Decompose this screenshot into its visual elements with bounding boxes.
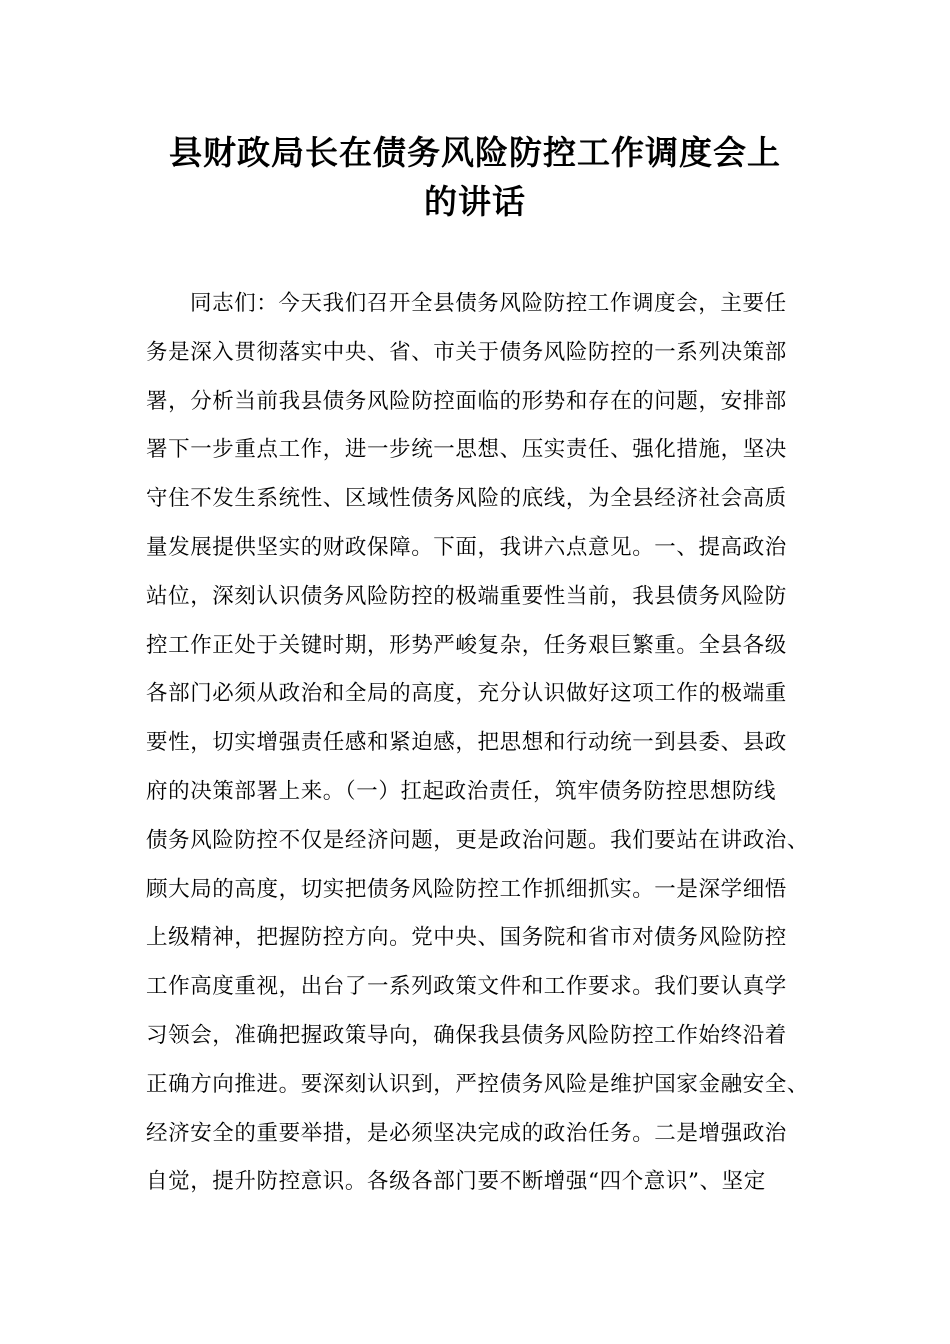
body-line: 署下一步重点工作，进一步统一思想、压实责任、强化措施，坚决 [146, 437, 787, 463]
body-line: 债务风险防控不仅是经济问题，更是政治问题。我们要站在讲政治、 [146, 827, 810, 853]
speech-body [146, 280, 826, 1207]
document-title [120, 128, 830, 226]
body-line: 量发展提供坚实的财政保障。下面，我讲六点意见。一、提高政治 [146, 534, 787, 560]
body-line: 经济安全的重要举措，是必须坚决完成的政治任务。二是增强政治 [146, 1120, 787, 1146]
body-line: 署，分析当前我县债务风险防控面临的形势和存在的问题，安排部 [146, 388, 787, 414]
body-line: 府的决策部署上来。（一）扛起政治责任，筑牢债务防控思想防线 [146, 778, 777, 804]
body-line: 习领会，准确把握政策导向，确保我县债务风险防控工作始终沿着 [146, 1022, 787, 1048]
body-line: 各部门必须从政治和全局的高度，充分认识做好这项工作的极端重 [146, 681, 787, 707]
body-line: 站位，深刻认识债务风险防控的极端重要性当前，我县债务风险防 [146, 583, 787, 609]
title-line-2: 的讲话 [424, 182, 526, 221]
body-line: 工作高度重视，出台了一系列政策文件和工作要求。我们要认真学 [146, 974, 787, 1000]
body-line: 顾大局的高度，切实把债务风险防控工作抓细抓实。一是深学细悟 [146, 876, 787, 902]
body-line: 守住不发生系统性、区域性债务风险的底线，为全县经济社会高质 [146, 486, 787, 512]
body-line: 要性，切实增强责任感和紧迫感，把思想和行动统一到县委、县政 [146, 730, 787, 756]
body-line: 同志们：今天我们召开全县债务风险防控工作调度会，主要任 [190, 291, 787, 316]
body-line: 务是深入贯彻落实中央、省、市关于债务风险防控的一系列决策部 [146, 339, 787, 365]
body-line: 正确方向推进。要深刻认识到，严控债务风险是维护国家金融安全、 [146, 1071, 810, 1097]
body-line: 自觉，提升防控意识。各级各部门要不断增强“四个意识”、坚定 [146, 1169, 766, 1195]
body-line: 上级精神，把握防控方向。党中央、国务院和省市对债务风险防控 [146, 925, 787, 951]
body-line: 控工作正处于关键时期，形势严峻复杂，任务艰巨繁重。全县各级 [146, 632, 787, 658]
title-line-1: 县财政局长在债务风险防控工作调度会上 [169, 133, 781, 172]
